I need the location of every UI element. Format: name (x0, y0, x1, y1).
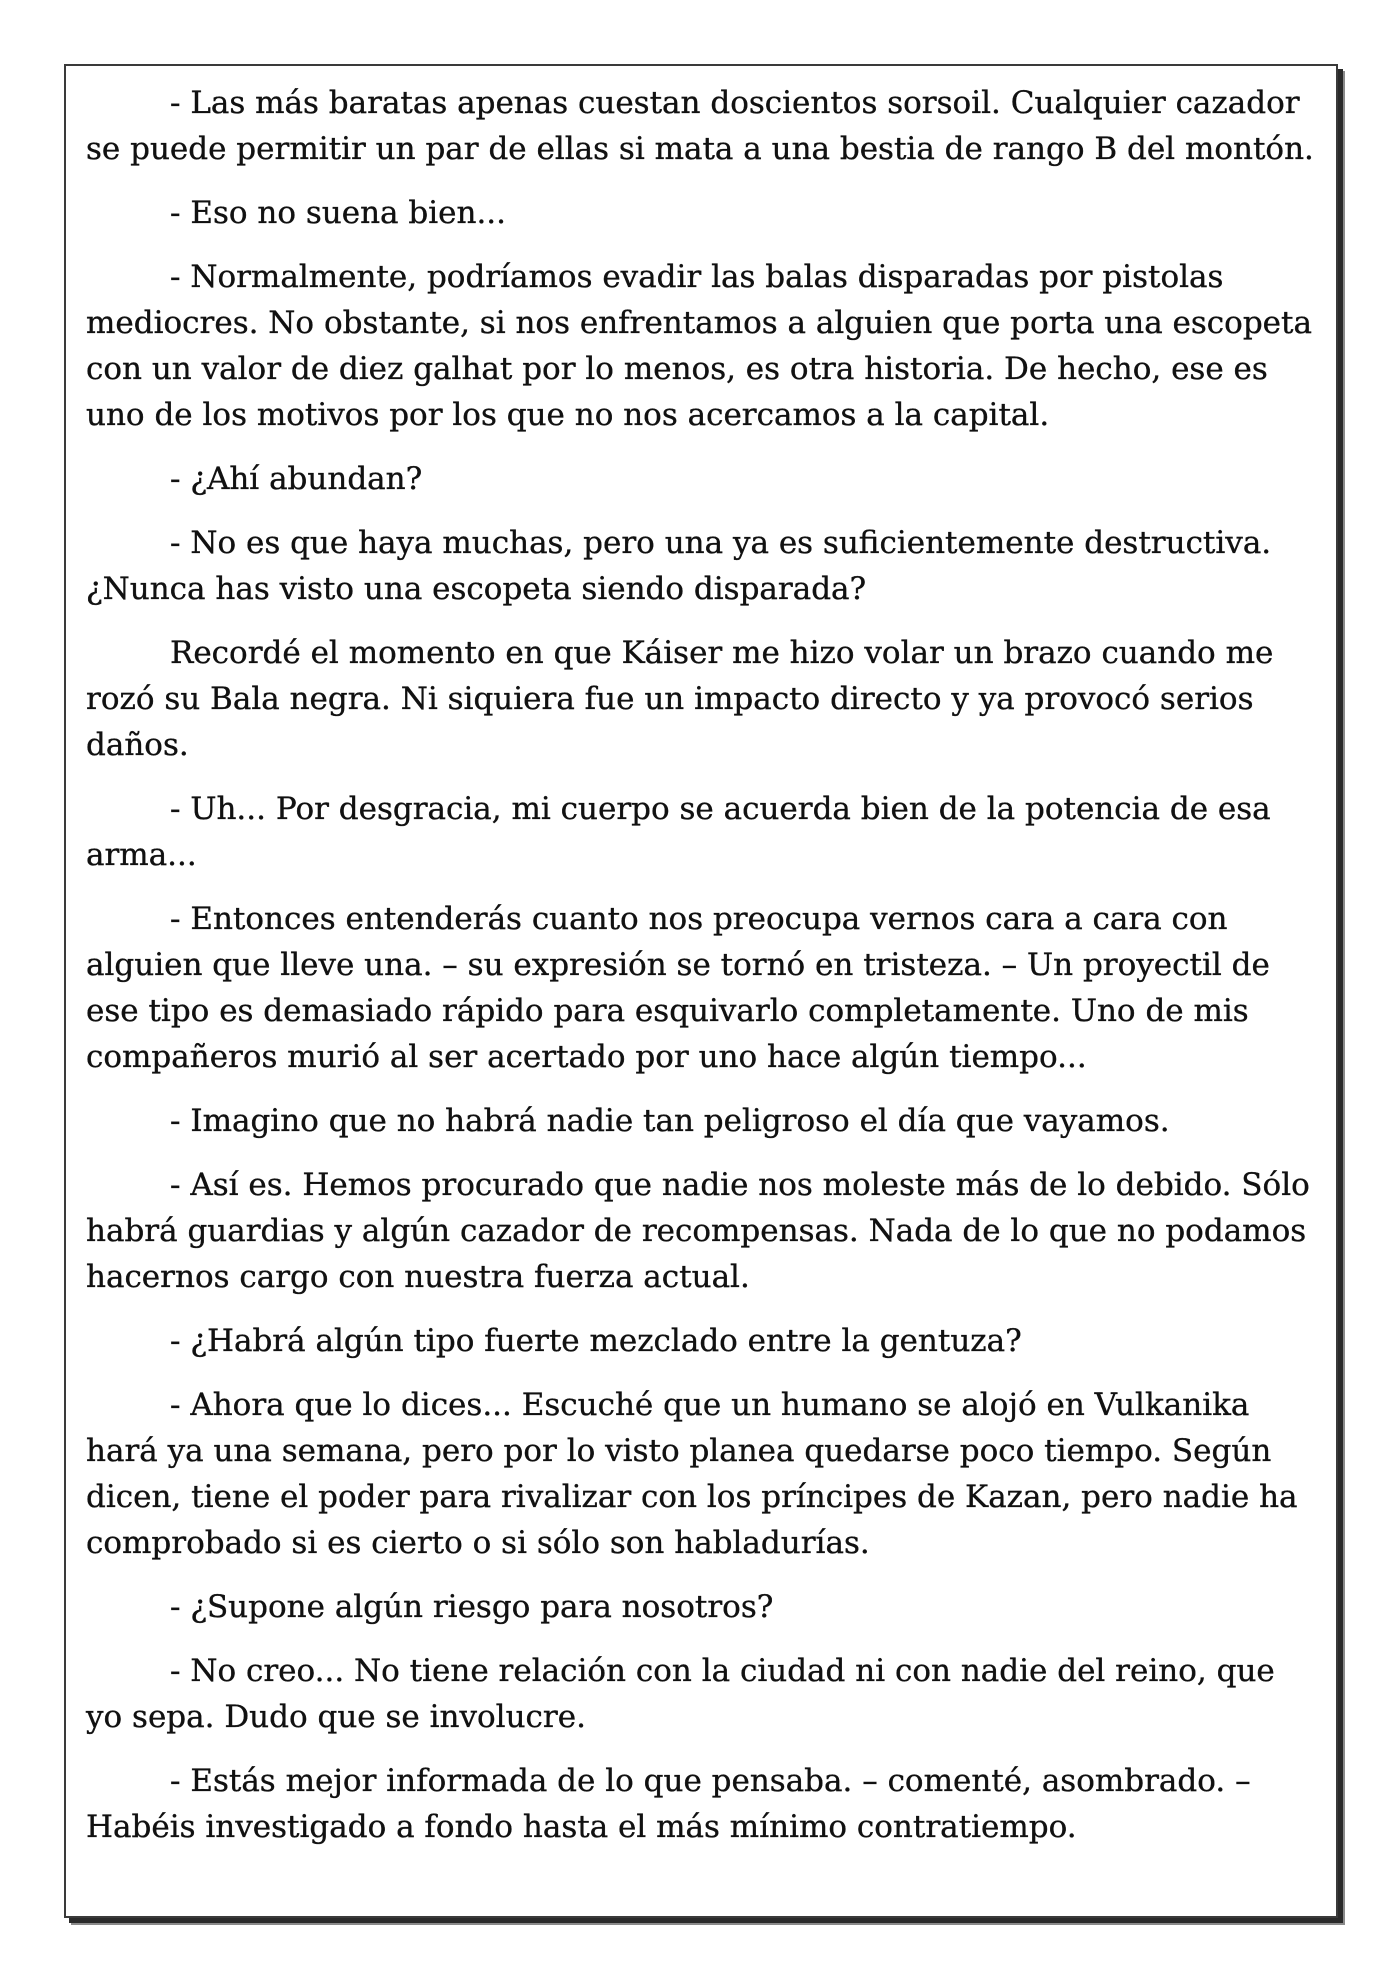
paragraph: - Imagino que no habrá nadie tan peligroso el día que vayamos. (170, 1103, 1170, 1139)
paragraph: - Ahora que lo dices... Escuché que un humano se alojó en Vulkanika hará ya una semana, pero por lo visto planea quedarse poco tiempo. Según dicen, tiene el poder para rivalizar con los príncipes de Kazan, pero nadie ha comprobado si es cierto o si sólo son habladurías. (86, 1387, 1298, 1561)
paragraph: - Estás mejor informada de lo que pensaba. – comenté, asombrado. – Habéis investigado a fondo hasta el más mínimo contratiempo. (86, 1763, 1251, 1845)
paragraph: - No creo... No tiene relación con la ciudad ni con nadie del reino, que yo sepa. Dudo que se involucre. (86, 1653, 1275, 1735)
paragraph: - Entonces entenderás cuanto nos preocupa vernos cara a cara con alguien que lleve una. – su expresión se tornó en tristeza. – Un proyectil de ese tipo es demasiado rápido para esquivarlo completamente. Uno de mis compañeros murió al ser acertado por uno hace algún tiempo... (86, 901, 1270, 1075)
paragraph: - Normalmente, podríamos evadir las balas disparadas por pistolas mediocres. No obstante, si nos enfrentamos a alguien que porta una escopeta con un valor de diez galhat por lo menos, es otra historia. De hecho, ese es uno de los motivos por los que no nos acercamos a la capital. (86, 259, 1312, 433)
paragraph: - Así es. Hemos procurado que nadie nos moleste más de lo debido. Sólo habrá guardias y algún cazador de recompensas. Nada de lo que no podamos hacernos cargo con nuestra fuerza actual. (86, 1167, 1310, 1295)
paragraph: - Eso no suena bien... (170, 195, 507, 231)
paragraph: - Uh... Por desgracia, mi cuerpo se acuerda bien de la potencia de esa arma... (86, 791, 1271, 873)
paragraph: - ¿Habrá algún tipo fuerte mezclado entre la gentuza? (170, 1323, 1022, 1359)
paragraph: - ¿Ahí abundan? (170, 461, 423, 497)
page-frame (64, 64, 1338, 1918)
document-body (86, 80, 1320, 1868)
paragraph: - No es que haya muchas, pero una ya es suficientemente destructiva. ¿Nunca has visto una escopeta siendo disparada? (86, 525, 1272, 607)
paragraph: Recordé el momento en que Káiser me hizo volar un brazo cuando me rozó su Bala negra. Ni siquiera fue un impacto directo y ya provocó serios daños. (86, 635, 1274, 763)
paragraph: - Las más baratas apenas cuestan doscientos sorsoil. Cualquier cazador se puede permitir un par de ellas si mata a una bestia de rango B del montón. (86, 85, 1314, 167)
paragraph: - ¿Supone algún riesgo para nosotros? (170, 1589, 774, 1625)
